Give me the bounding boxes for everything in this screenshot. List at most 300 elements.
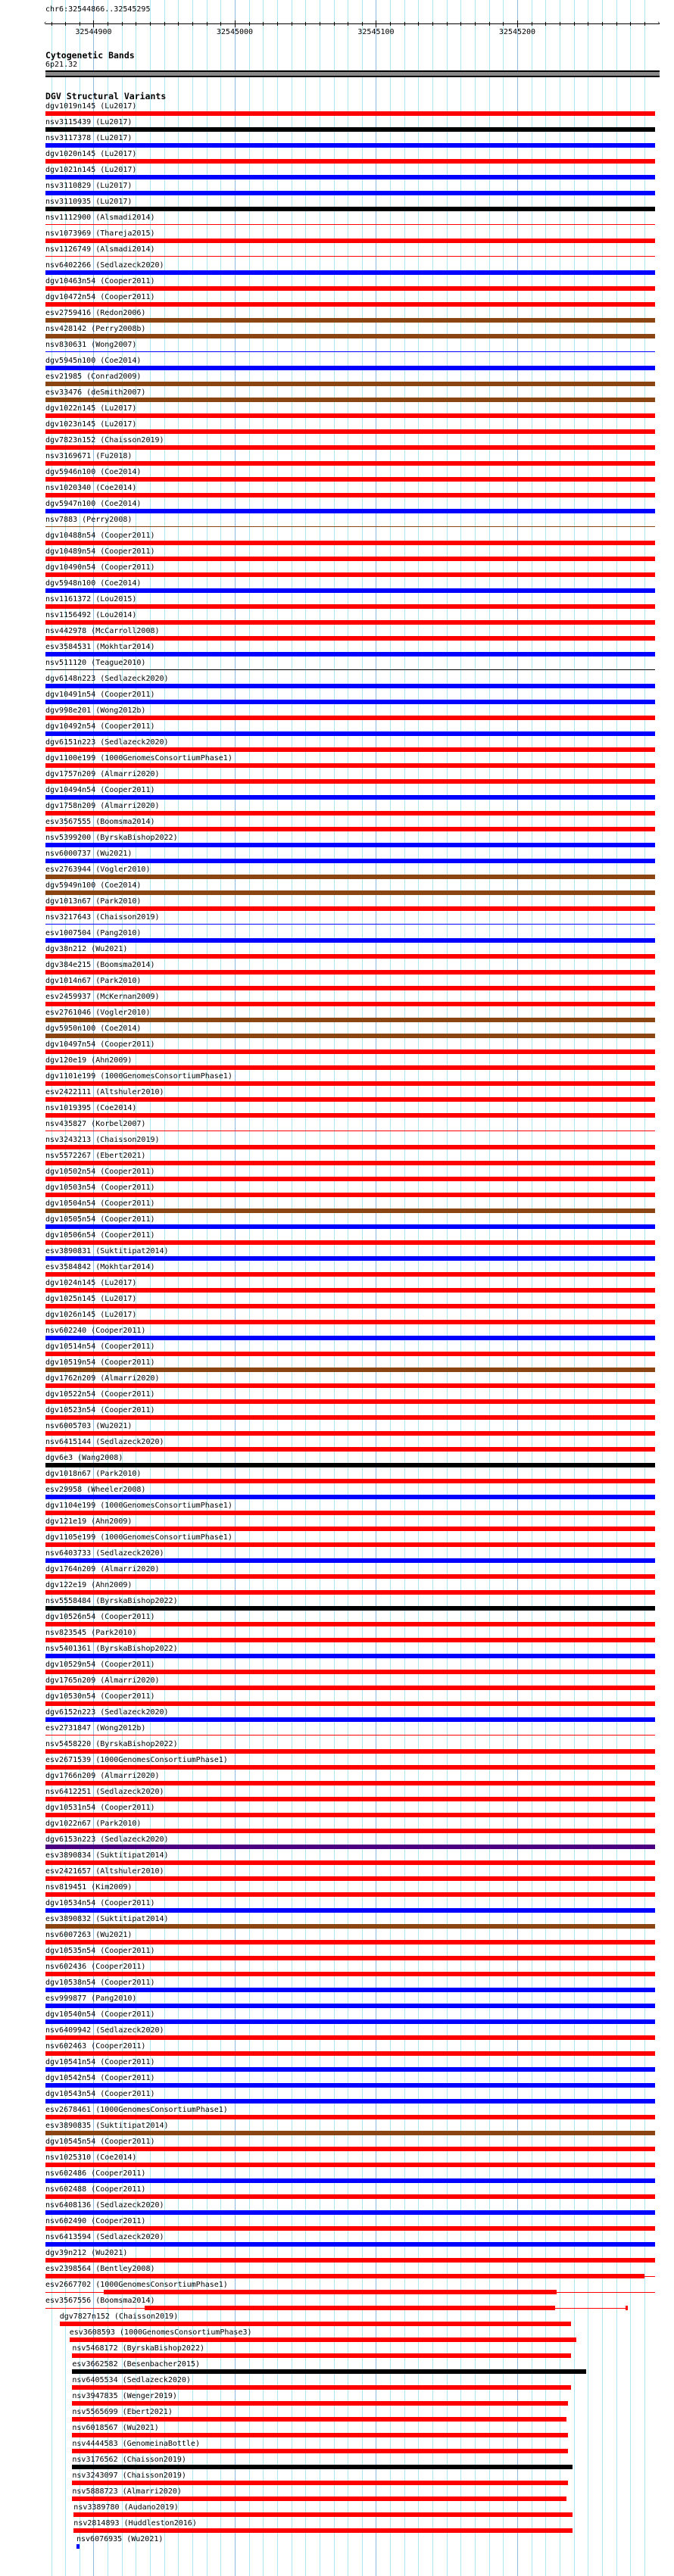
sv-bar[interactable] <box>45 1622 655 1626</box>
sv-label[interactable]: nsv830631 (Wong2007) <box>45 341 137 349</box>
sv-bar[interactable] <box>45 1208 655 1213</box>
sv-bar[interactable] <box>45 111 655 116</box>
sv-label[interactable]: nsv602486 (Cooper2011) <box>45 2169 146 2178</box>
sv-label[interactable]: esv3890834 (Suktitipat2014) <box>45 1851 169 1860</box>
sv-label[interactable]: dgv122e19 (Ahn2009) <box>45 1581 133 1589</box>
sv-bar[interactable] <box>45 1972 655 1976</box>
sv-label[interactable]: nsv3110935 (Lu2017) <box>45 198 133 206</box>
sv-bar[interactable] <box>45 2194 655 2199</box>
sv-bar[interactable] <box>72 2449 568 2453</box>
sv-bar[interactable] <box>45 811 655 816</box>
sv-bar[interactable] <box>45 1511 655 1515</box>
sv-bar[interactable] <box>45 2210 655 2215</box>
sv-label[interactable]: dgv10541n54 (Cooper2011) <box>45 2058 155 2066</box>
sv-label[interactable]: dgv5945n100 (Coe2014) <box>45 357 142 365</box>
sv-label[interactable]: dgv1021n145 (Lu2017) <box>45 166 137 174</box>
sv-bar[interactable] <box>45 890 655 895</box>
sv-label[interactable]: nsv3947835 (Wenger2019) <box>72 2392 177 2400</box>
sv-label[interactable]: dgv10472n54 (Cooper2011) <box>45 293 155 301</box>
sv-bar[interactable] <box>76 2544 80 2549</box>
sv-bar[interactable] <box>45 493 655 497</box>
sv-label[interactable]: esv3890831 (Suktitipat2014) <box>45 1247 169 1255</box>
sv-bar[interactable] <box>45 572 655 577</box>
sv-bar[interactable] <box>45 2051 655 2056</box>
sv-label[interactable]: dgv6148n223 (Sedlazeck2020) <box>45 675 169 683</box>
sv-bar[interactable] <box>45 2258 655 2263</box>
sv-label[interactable]: dgv10530n54 (Cooper2011) <box>45 1692 155 1701</box>
sv-label[interactable]: dgv1022n145 (Lu2017) <box>45 404 137 413</box>
sv-label[interactable]: dgv10531n54 (Cooper2011) <box>45 1804 155 1812</box>
sv-label[interactable]: nsv5458220 (ByrskaBishop2022) <box>45 1740 178 1748</box>
sv-bar[interactable] <box>45 1320 655 1324</box>
sv-bar[interactable] <box>72 2385 570 2390</box>
sv-bar[interactable] <box>45 1686 655 1690</box>
sv-label[interactable]: dgv1101e199 (1000GenomesConsortiumPhase1) <box>45 1072 232 1081</box>
sv-label[interactable]: nsv3217643 (Chaisson2019) <box>45 913 160 922</box>
sv-bar[interactable] <box>45 1495 655 1499</box>
sv-bar[interactable] <box>45 1097 655 1102</box>
sv-label[interactable]: dgv10523n54 (Cooper2011) <box>45 1406 155 1414</box>
sv-bar[interactable] <box>45 1527 655 1531</box>
sv-label[interactable]: esv3890835 (Suktitipat2014) <box>45 2122 169 2130</box>
sv-label[interactable]: dgv5946n100 (Coe2014) <box>45 468 142 476</box>
sv-bar[interactable] <box>45 1272 655 1277</box>
sv-label[interactable]: dgv10526n54 (Cooper2011) <box>45 1613 155 1621</box>
sv-bar[interactable] <box>45 1638 655 1642</box>
sv-label[interactable]: dgv10505n54 (Cooper2011) <box>45 1215 155 1224</box>
sv-label[interactable]: dgv6152n223 (Sedlazeck2020) <box>45 1708 169 1717</box>
sv-bar[interactable] <box>45 429 655 434</box>
sv-label[interactable]: esv2667702 (1000GenomesConsortiumPhase1) <box>45 2281 228 2289</box>
sv-bar[interactable] <box>45 1161 655 1165</box>
sv-bar[interactable] <box>45 1654 655 1658</box>
sv-bar[interactable] <box>45 1956 655 1960</box>
sv-label[interactable]: nsv602463 (Cooper2011) <box>45 2042 146 2051</box>
sv-bar[interactable] <box>45 509 655 513</box>
sv-label[interactable]: esv29958 (Wheeler2008) <box>45 1486 146 1494</box>
sv-bar[interactable] <box>45 1749 655 1754</box>
sv-bar[interactable] <box>104 2290 557 2294</box>
sv-bar[interactable] <box>45 1304 655 1308</box>
sv-label[interactable]: nsv602490 (Cooper2011) <box>45 2217 146 2225</box>
sv-label[interactable]: nsv6018567 (Wu2021) <box>72 2424 159 2432</box>
sv-label[interactable]: esv1007504 (Pang2010) <box>45 929 142 937</box>
sv-bar[interactable] <box>45 859 655 863</box>
sv-label[interactable]: esv2398564 (Bentley2008) <box>45 2265 155 2273</box>
sv-label[interactable]: dgv1023n145 (Lu2017) <box>45 420 137 429</box>
sv-bar[interactable] <box>72 2496 566 2501</box>
sv-label[interactable]: dgv6153n223 (Sedlazeck2020) <box>45 1835 169 1844</box>
sv-bar[interactable] <box>45 143 655 148</box>
sv-bar[interactable] <box>45 652 655 656</box>
sv-label[interactable]: dgv10491n54 (Cooper2011) <box>45 691 155 699</box>
sv-bar[interactable] <box>45 954 655 959</box>
sv-label[interactable]: dgv10519n54 (Cooper2011) <box>45 1358 155 1367</box>
sv-bar[interactable] <box>145 2306 556 2310</box>
sv-label[interactable]: dgv6e3 (Wang2008) <box>45 1454 123 1462</box>
sv-label[interactable]: dgv1024n145 (Lu2017) <box>45 1279 137 1287</box>
sv-label[interactable]: dgv1019n145 (Lu2017) <box>45 102 137 111</box>
sv-bar[interactable] <box>45 239 655 243</box>
sv-bar[interactable] <box>45 1431 655 1436</box>
sv-label[interactable]: nsv823545 (Park2010) <box>45 1629 137 1637</box>
sv-label[interactable]: nsv3389780 (Audano2019) <box>73 2503 179 2512</box>
sv-bar-block[interactable] <box>626 2306 628 2310</box>
sv-label[interactable]: nsv3110829 (Lu2017) <box>45 182 133 190</box>
sv-label[interactable]: dgv10543n54 (Cooper2011) <box>45 2090 155 2098</box>
sv-bar[interactable] <box>45 620 655 625</box>
sv-label[interactable]: nsv5558484 (ByrskaBishop2022) <box>45 1597 178 1605</box>
sv-label[interactable]: esv2761046 (Vogler2010) <box>45 1009 151 1017</box>
sv-bar-thin[interactable] <box>45 526 655 527</box>
sv-bar[interactable] <box>45 2226 655 2231</box>
sv-bar[interactable] <box>45 1590 655 1595</box>
sv-bar-extension[interactable] <box>644 2276 655 2277</box>
sv-bar[interactable] <box>45 2019 655 2024</box>
sv-label[interactable]: dgv1762n209 (Almarri2020) <box>45 1374 160 1383</box>
sv-bar[interactable] <box>45 1256 655 1261</box>
sv-label[interactable]: nsv6408136 (Sedlazeck2020) <box>45 2201 164 2210</box>
sv-bar[interactable] <box>45 207 655 211</box>
sv-bar[interactable] <box>45 445 655 450</box>
sv-bar[interactable] <box>45 302 655 307</box>
sv-label[interactable]: nsv3115439 (Lu2017) <box>45 118 133 126</box>
sv-label[interactable]: dgv10492n54 (Cooper2011) <box>45 722 155 731</box>
sv-label[interactable]: nsv442978 (McCarroll2008) <box>45 627 160 635</box>
sv-label[interactable]: nsv428142 (Perry2008b) <box>45 325 146 333</box>
sv-label[interactable]: nsv6413594 (Sedlazeck2020) <box>45 2233 164 2241</box>
sv-label[interactable]: nsv5565699 (Ebert2021) <box>72 2408 173 2416</box>
sv-bar[interactable] <box>45 1781 655 1785</box>
sv-bar[interactable] <box>72 2417 566 2422</box>
sv-label[interactable]: dgv121e19 (Ahn2009) <box>45 1517 133 1526</box>
sv-bar[interactable] <box>72 2481 568 2485</box>
sv-bar[interactable] <box>45 1542 655 1547</box>
sv-label[interactable]: dgv1014n67 (Park2010) <box>45 977 142 985</box>
sv-bar[interactable] <box>45 2163 655 2167</box>
sv-bar[interactable] <box>45 1447 655 1452</box>
sv-bar-thin[interactable] <box>45 669 655 670</box>
sv-bar[interactable] <box>45 382 655 386</box>
sv-label[interactable]: dgv10545n54 (Cooper2011) <box>45 2138 155 2146</box>
sv-label[interactable]: esv999877 (Pang2010) <box>45 1994 137 2003</box>
sv-bar[interactable] <box>72 2353 570 2358</box>
sv-label[interactable]: dgv1764n209 (Almarri2020) <box>45 1565 160 1573</box>
sv-bar[interactable] <box>45 716 655 720</box>
sv-bar[interactable] <box>45 843 655 847</box>
sv-bar[interactable] <box>45 127 655 132</box>
sv-bar[interactable] <box>45 970 655 975</box>
sv-bar[interactable] <box>45 270 655 275</box>
sv-bar[interactable] <box>45 1145 655 1149</box>
sv-bar[interactable] <box>45 1177 655 1181</box>
sv-bar[interactable] <box>70 2337 577 2342</box>
sv-label[interactable]: dgv5948n100 (Coe2014) <box>45 579 142 588</box>
sv-label[interactable]: dgv1766n209 (Almarri2020) <box>45 1772 160 1780</box>
sv-label[interactable]: dgv5950n100 (Coe2014) <box>45 1024 142 1033</box>
sv-label[interactable]: nsv5572267 (Ebert2021) <box>45 1152 146 1160</box>
sv-bar[interactable] <box>45 1606 655 1611</box>
sv-label[interactable]: esv2731847 (Wong2012b) <box>45 1724 146 1732</box>
sv-bar[interactable] <box>45 1813 655 1817</box>
sv-label[interactable]: nsv435827 (Korbel2007) <box>45 1120 146 1128</box>
sv-label[interactable]: dgv1013n67 (Park2010) <box>45 897 142 906</box>
sv-label[interactable]: nsv6005703 (Wu2021) <box>45 1422 133 1430</box>
sv-bar[interactable] <box>45 159 655 164</box>
sv-label[interactable]: dgv998e201 (Wong2012b) <box>45 706 146 715</box>
sv-label[interactable]: dgv1018n67 (Park2010) <box>45 1470 142 1478</box>
sv-bar[interactable] <box>45 1336 655 1340</box>
sv-label[interactable]: esv3584531 (Mokhtar2014) <box>45 643 155 651</box>
sv-bar[interactable] <box>45 1829 655 1833</box>
sv-label[interactable]: dgv10503n54 (Cooper2011) <box>45 1184 155 1192</box>
sv-bar[interactable] <box>45 1988 655 1992</box>
sv-bar[interactable] <box>45 1876 655 1881</box>
sv-bar[interactable] <box>73 2528 572 2533</box>
sv-label[interactable]: nsv2814893 (Huddleston2016) <box>73 2519 197 2528</box>
sv-bar[interactable] <box>45 1940 655 1944</box>
sv-bar-extension[interactable] <box>557 2292 655 2293</box>
sv-label[interactable]: nsv4444583 (GenomeinaBottle) <box>72 2440 200 2448</box>
sv-label[interactable]: nsv1020340 (Coe2014) <box>45 484 137 492</box>
sv-bar[interactable] <box>45 1797 655 1801</box>
sv-bar[interactable] <box>45 938 655 943</box>
cytoband-bar[interactable] <box>45 70 660 77</box>
sv-bar[interactable] <box>45 1701 655 1706</box>
sv-label[interactable]: dgv6151n223 (Sedlazeck2020) <box>45 738 169 747</box>
sv-bar[interactable] <box>45 191 655 195</box>
sv-label[interactable]: dgv5947n100 (Coe2014) <box>45 500 142 508</box>
sv-label[interactable]: nsv602436 (Cooper2011) <box>45 1963 146 1971</box>
sv-label[interactable]: esv3890832 (Suktitipat2014) <box>45 1915 169 1923</box>
sv-bar[interactable] <box>45 413 655 418</box>
sv-label[interactable]: esv2421657 (Altshuler2010) <box>45 1867 164 1876</box>
sv-label[interactable]: dgv10535n54 (Cooper2011) <box>45 1947 155 1955</box>
sv-bar[interactable] <box>45 1018 655 1022</box>
sv-bar[interactable] <box>45 827 655 831</box>
sv-bar[interactable] <box>45 1924 655 1929</box>
sv-label[interactable]: nsv6403733 (Sedlazeck2020) <box>45 1549 164 1558</box>
sv-label[interactable]: nsv3169671 (Fu2018) <box>45 452 133 460</box>
sv-label[interactable]: dgv1105e199 (1000GenomesConsortiumPhase1) <box>45 1533 232 1542</box>
sv-label[interactable]: dgv120e19 (Ahn2009) <box>45 1056 133 1065</box>
sv-label[interactable]: esv2671539 (1000GenomesConsortiumPhase1) <box>45 1756 228 1764</box>
sv-label[interactable]: nsv6409942 (Sedlazeck2020) <box>45 2026 164 2035</box>
sv-bar[interactable] <box>45 1081 655 1086</box>
sv-bar[interactable] <box>45 1845 655 1849</box>
sv-label[interactable]: dgv10538n54 (Cooper2011) <box>45 1979 155 1987</box>
sv-label[interactable]: dgv10522n54 (Cooper2011) <box>45 1390 155 1399</box>
sv-label[interactable]: esv3567556 (Boomsma2014) <box>45 2297 155 2305</box>
sv-label[interactable]: esv2422111 (Altshuler2010) <box>45 1088 164 1096</box>
sv-bar[interactable] <box>45 763 655 768</box>
sv-label[interactable]: dgv1022n67 (Park2010) <box>45 1820 142 1828</box>
sv-label[interactable]: dgv10488n54 (Cooper2011) <box>45 532 155 540</box>
sv-bar[interactable] <box>45 1860 655 1865</box>
sv-bar[interactable] <box>45 461 655 466</box>
sv-label[interactable]: dgv1026n145 (Lu2017) <box>45 1311 137 1319</box>
sv-label[interactable]: dgv10534n54 (Cooper2011) <box>45 1899 155 1907</box>
sv-bar[interactable] <box>45 1224 655 1229</box>
sv-label[interactable]: dgv10506n54 (Cooper2011) <box>45 1231 155 1240</box>
sv-label[interactable]: dgv1025n145 (Lu2017) <box>45 1295 137 1303</box>
sv-bar-thin[interactable] <box>45 1735 655 1736</box>
sv-bar-extension[interactable] <box>45 2292 104 2293</box>
sv-label[interactable]: esv3662582 (Besenbacher2015) <box>72 2360 200 2369</box>
sv-bar[interactable] <box>45 1193 655 1197</box>
sv-label[interactable]: nsv5888723 (Almarri2020) <box>72 2487 182 2496</box>
sv-label[interactable]: nsv3243213 (Chaisson2019) <box>45 1136 160 1144</box>
sv-bar[interactable] <box>45 1479 655 1483</box>
sv-bar[interactable] <box>72 2401 568 2406</box>
sv-bar[interactable] <box>45 2004 655 2008</box>
sv-bar[interactable] <box>45 2131 655 2135</box>
sv-bar[interactable] <box>45 398 655 402</box>
sv-label[interactable]: nsv6402266 (Sedlazeck2020) <box>45 261 164 270</box>
sv-bar[interactable] <box>45 541 655 545</box>
sv-bar[interactable] <box>45 2242 655 2247</box>
sv-label[interactable]: nsv819451 (Kim2009) <box>45 1883 133 1891</box>
sv-bar-extension[interactable] <box>555 2308 627 2309</box>
sv-bar[interactable] <box>45 2147 655 2151</box>
sv-bar[interactable] <box>45 1034 655 1038</box>
sv-label[interactable]: nsv6412251 (Sedlazeck2020) <box>45 1788 164 1796</box>
sv-label[interactable]: dgv10514n54 (Cooper2011) <box>45 1343 155 1351</box>
sv-label[interactable]: dgv1100e199 (1000GenomesConsortiumPhase1) <box>45 754 232 763</box>
sv-label[interactable]: esv2759416 (Redon2006) <box>45 309 146 317</box>
sv-bar-thin[interactable] <box>45 224 655 225</box>
sv-label[interactable]: dgv1758n209 (Almarri2020) <box>45 802 160 810</box>
sv-bar-thin[interactable] <box>45 351 655 352</box>
sv-label[interactable]: dgv10497n54 (Cooper2011) <box>45 1040 155 1049</box>
sv-bar[interactable] <box>45 1352 655 1356</box>
sv-bar-thin[interactable] <box>45 924 655 925</box>
sv-bar[interactable] <box>45 477 655 482</box>
sv-bar-thin[interactable] <box>45 256 655 257</box>
sv-bar[interactable] <box>45 795 655 800</box>
sv-label[interactable]: dgv1757n209 (Almarri2020) <box>45 770 160 778</box>
sv-bar[interactable] <box>45 779 655 784</box>
sv-bar[interactable] <box>72 2465 572 2469</box>
sv-bar[interactable] <box>45 1065 655 1070</box>
sv-label[interactable]: nsv6076935 (Wu2021) <box>76 2535 164 2543</box>
sv-bar[interactable] <box>45 636 655 641</box>
sv-label[interactable]: nsv7883 (Perry2008) <box>45 516 133 524</box>
sv-bar[interactable] <box>45 1463 655 1467</box>
sv-label[interactable]: dgv5949n100 (Coe2014) <box>45 881 142 890</box>
sv-bar[interactable] <box>45 1670 655 1674</box>
sv-label[interactable]: esv3567555 (Boomsma2014) <box>45 818 155 826</box>
sv-bar[interactable] <box>45 906 655 911</box>
sv-label[interactable]: nsv3176562 (Chaisson2019) <box>72 2456 186 2464</box>
cytoband-label[interactable]: 6p21.32 <box>45 61 78 69</box>
sv-bar[interactable] <box>45 175 655 179</box>
sv-label[interactable]: nsv1126749 (Alsmadi2014) <box>45 245 155 254</box>
sv-bar[interactable] <box>45 1049 655 1054</box>
sv-bar[interactable] <box>45 1383 655 1388</box>
sv-label[interactable]: esv33476 (deSmith2007) <box>45 388 146 397</box>
sv-label[interactable]: nsv1019395 (Coe2014) <box>45 1104 137 1112</box>
sv-bar[interactable] <box>45 557 655 561</box>
sv-bar[interactable] <box>45 2178 655 2183</box>
sv-label[interactable]: esv21985 (Conrad2009) <box>45 373 142 381</box>
sv-label[interactable]: dgv1104e199 (1000GenomesConsortiumPhase1) <box>45 1502 232 1510</box>
sv-label[interactable]: nsv511120 (Teague2010) <box>45 659 146 667</box>
sv-bar[interactable] <box>45 1288 655 1293</box>
sv-label[interactable]: nsv1025310 (Coe2014) <box>45 2153 137 2162</box>
sv-label[interactable]: esv3584842 (Mokhtar2014) <box>45 1263 155 1271</box>
sv-bar[interactable] <box>60 2322 571 2326</box>
sv-label[interactable]: nsv602488 (Cooper2011) <box>45 2185 146 2194</box>
sv-bar[interactable] <box>45 2099 655 2104</box>
sv-label[interactable]: nsv6405534 (Sedlazeck2020) <box>72 2376 191 2384</box>
sv-label[interactable]: nsv3243097 (Chaisson2019) <box>72 2472 186 2480</box>
sv-label[interactable]: nsv1073969 (Thareja2015) <box>45 229 155 238</box>
sv-label[interactable]: dgv10504n54 (Cooper2011) <box>45 1199 155 1208</box>
sv-bar[interactable] <box>45 1368 655 1372</box>
sv-label[interactable]: esv2678461 (1000GenomesConsortiumPhase1) <box>45 2106 228 2114</box>
sv-bar[interactable] <box>45 588 655 593</box>
sv-bar[interactable] <box>45 2035 655 2040</box>
sv-label[interactable]: dgv10494n54 (Cooper2011) <box>45 786 155 794</box>
sv-bar[interactable] <box>45 366 655 370</box>
sv-label[interactable]: dgv39n212 (Wu2021) <box>45 2249 128 2257</box>
sv-bar[interactable] <box>45 286 655 291</box>
sv-bar[interactable] <box>45 1892 655 1897</box>
sv-label[interactable]: esv2763944 (Vogler2010) <box>45 865 151 874</box>
sv-bar[interactable] <box>45 1908 655 1913</box>
sv-bar[interactable] <box>45 1558 655 1563</box>
sv-bar[interactable] <box>45 1240 655 1245</box>
sv-bar[interactable] <box>45 1765 655 1770</box>
sv-bar[interactable] <box>45 334 655 338</box>
sv-label[interactable]: nsv6000737 (Wu2021) <box>45 850 133 858</box>
sv-bar[interactable] <box>45 684 655 688</box>
sv-bar[interactable] <box>45 1415 655 1420</box>
sv-bar[interactable] <box>45 1002 655 1006</box>
sv-label[interactable]: dgv384e215 (Boomsma2014) <box>45 961 155 969</box>
sv-label[interactable]: nsv3117378 (Lu2017) <box>45 134 133 142</box>
sv-bar[interactable] <box>45 747 655 752</box>
sv-label[interactable]: dgv1020n145 (Lu2017) <box>45 150 137 158</box>
sv-label[interactable]: nsv1112900 (Alsmadi2014) <box>45 214 155 222</box>
sv-label[interactable]: dgv10542n54 (Cooper2011) <box>45 2074 155 2082</box>
sv-bar[interactable] <box>45 318 655 323</box>
sv-bar[interactable] <box>45 1399 655 1404</box>
sv-bar[interactable] <box>45 1717 655 1722</box>
sv-bar[interactable] <box>45 2083 655 2088</box>
sv-bar[interactable] <box>45 2067 655 2072</box>
sv-label[interactable]: dgv10490n54 (Cooper2011) <box>45 563 155 572</box>
sv-label[interactable]: nsv1161372 (Lou2015) <box>45 595 137 603</box>
sv-label[interactable]: dgv10502n54 (Cooper2011) <box>45 1168 155 1176</box>
sv-bar[interactable] <box>45 1574 655 1579</box>
sv-label[interactable]: nsv5468172 (ByrskaBishop2022) <box>72 2344 204 2353</box>
sv-bar-extension[interactable] <box>45 2308 145 2309</box>
sv-bar[interactable] <box>45 604 655 609</box>
sv-label[interactable]: dgv1765n209 (Almarri2020) <box>45 1676 160 1685</box>
sv-label[interactable]: nsv1156492 (Lou2014) <box>45 611 137 619</box>
sv-bar[interactable] <box>72 2369 586 2374</box>
sv-label[interactable]: nsv5399200 (ByrskaBishop2022) <box>45 834 178 842</box>
sv-bar[interactable] <box>45 731 655 736</box>
sv-bar[interactable] <box>45 875 655 879</box>
sv-bar[interactable] <box>45 1113 655 1118</box>
sv-label[interactable]: nsv5401361 (ByrskaBishop2022) <box>45 1645 178 1653</box>
sv-label[interactable]: esv3608593 (1000GenomesConsortiumPhase3) <box>69 2328 252 2337</box>
sv-bar[interactable] <box>73 2512 572 2517</box>
sv-label[interactable]: dgv7827n152 (Chaisson2019) <box>59 2312 179 2321</box>
